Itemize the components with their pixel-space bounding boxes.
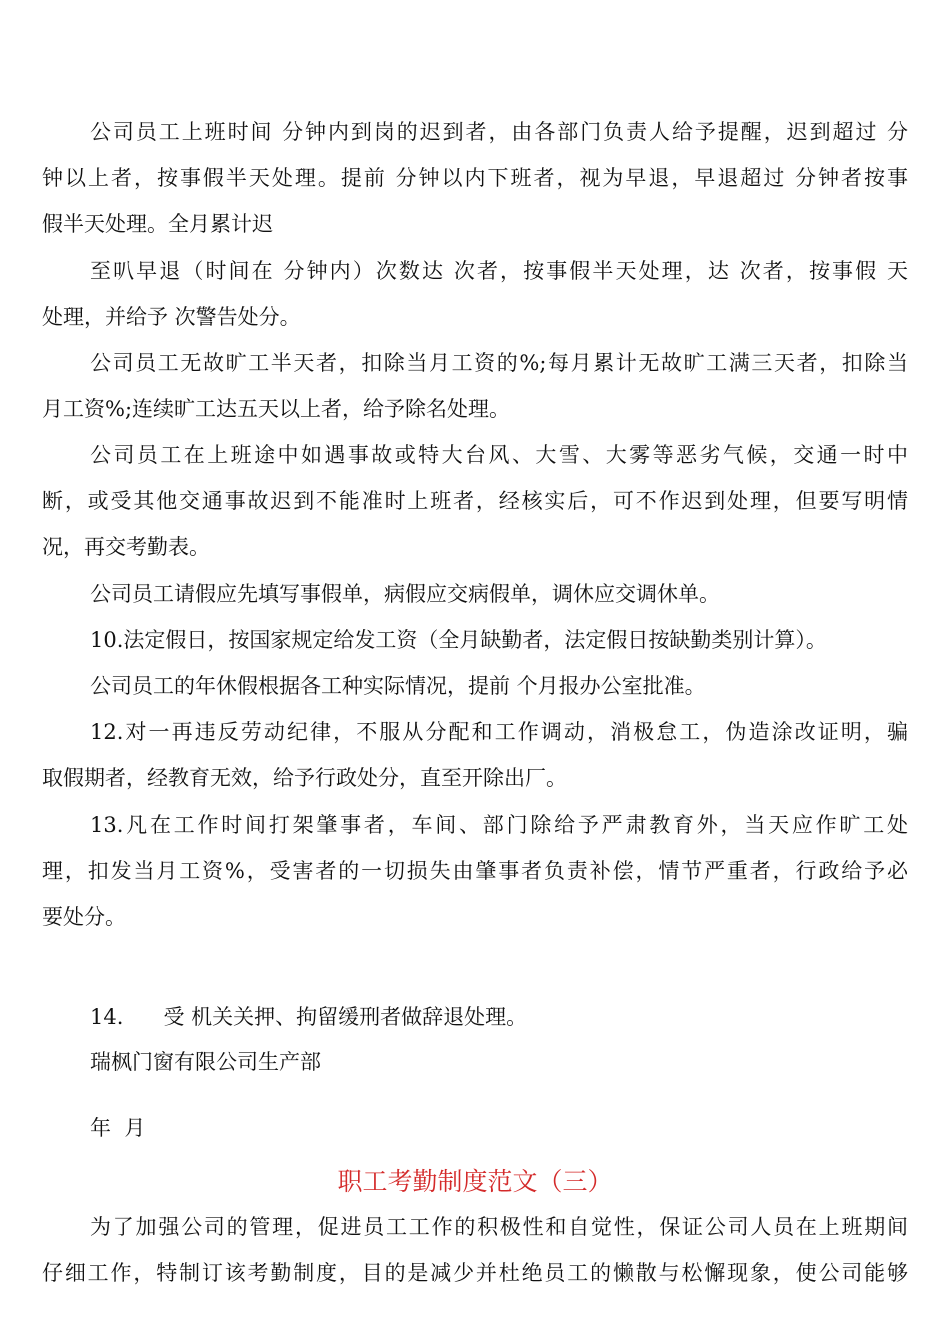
paragraph-line: 要处分。 xyxy=(42,905,126,929)
paragraph-line: 10.法定假日，按国家规定给发工资（全月缺勤者，法定假日按缺勤类别计算）。 xyxy=(90,628,827,652)
item-14-line: 14. 受 机关关押、拘留缓刑者做辞退处理。 xyxy=(90,1005,528,1029)
signature-line: 瑞枫门窗有限公司生产部 xyxy=(90,1050,321,1074)
paragraph-line: 假半天处理。全月累计迟 xyxy=(42,212,273,236)
date-line: 年 月 xyxy=(90,1116,146,1140)
paragraph-line: 况，再交考勤表。 xyxy=(42,535,210,559)
paragraph-line: 断，或受其他交通事故迟到不能准时上班者，经核实后，可不作迟到处理，但要写明情 xyxy=(42,489,908,513)
paragraph-line: 13.凡在工作时间打架肇事者，车间、部门除给予严肃教育外，当天应作旷工处 xyxy=(90,813,908,837)
paragraph-line: 公司员工无故旷工半天者，扣除当月工资的%;每月累计无故旷工满三天者，扣除当 xyxy=(90,351,908,375)
paragraph-line: 取假期者，经教育无效，给予行政处分，直至开除出厂。 xyxy=(42,766,567,790)
paragraph-line: 公司员工请假应先填写事假单，病假应交病假单，调休应交调休单。 xyxy=(90,582,720,606)
paragraph-line: 为了加强公司的管理，促进员工工作的积极性和自觉性，保证公司人员在上班期间 xyxy=(90,1215,908,1239)
paragraph-line: 月工资%;连续旷工达五天以上者，给予除名处理。 xyxy=(42,397,511,421)
paragraph-line: 至叭早退（时间在 分钟内）次数达 次者，按事假半天处理，达 次者，按事假 天 xyxy=(90,259,908,283)
section-title: 职工考勤制度范文（三） xyxy=(337,1167,613,1196)
paragraph-line: 钟以上者，按事假半天处理。提前 分钟以内下班者，视为早退，早退超过 分钟者按事 xyxy=(42,166,908,190)
paragraph-line: 公司员工在上班途中如遇事故或特大台风、大雪、大雾等恶劣气候，交通一时中 xyxy=(90,443,908,467)
paragraph-line: 12.对一再违反劳动纪律，不服从分配和工作调动，消极怠工，伪造涂改证明，骗 xyxy=(90,720,908,744)
paragraph-line: 仔细工作，特制订该考勤制度，目的是减少并杜绝员工的懒散与松懈现象，使公司能够 xyxy=(42,1261,908,1285)
paragraph-line: 处理，并给予 次警告处分。 xyxy=(42,305,301,329)
paragraph-line: 公司员工上班时间 分钟内到岗的迟到者，由各部门负责人给予提醒，迟到超过 分 xyxy=(90,120,908,144)
paragraph-line: 公司员工的年休假根据各工种实际情况，提前 个月报办公室批准。 xyxy=(90,674,706,698)
paragraph-line: 理，扣发当月工资%，受害者的一切损失由肇事者负责补偿，情节严重者，行政给予必 xyxy=(42,859,908,883)
